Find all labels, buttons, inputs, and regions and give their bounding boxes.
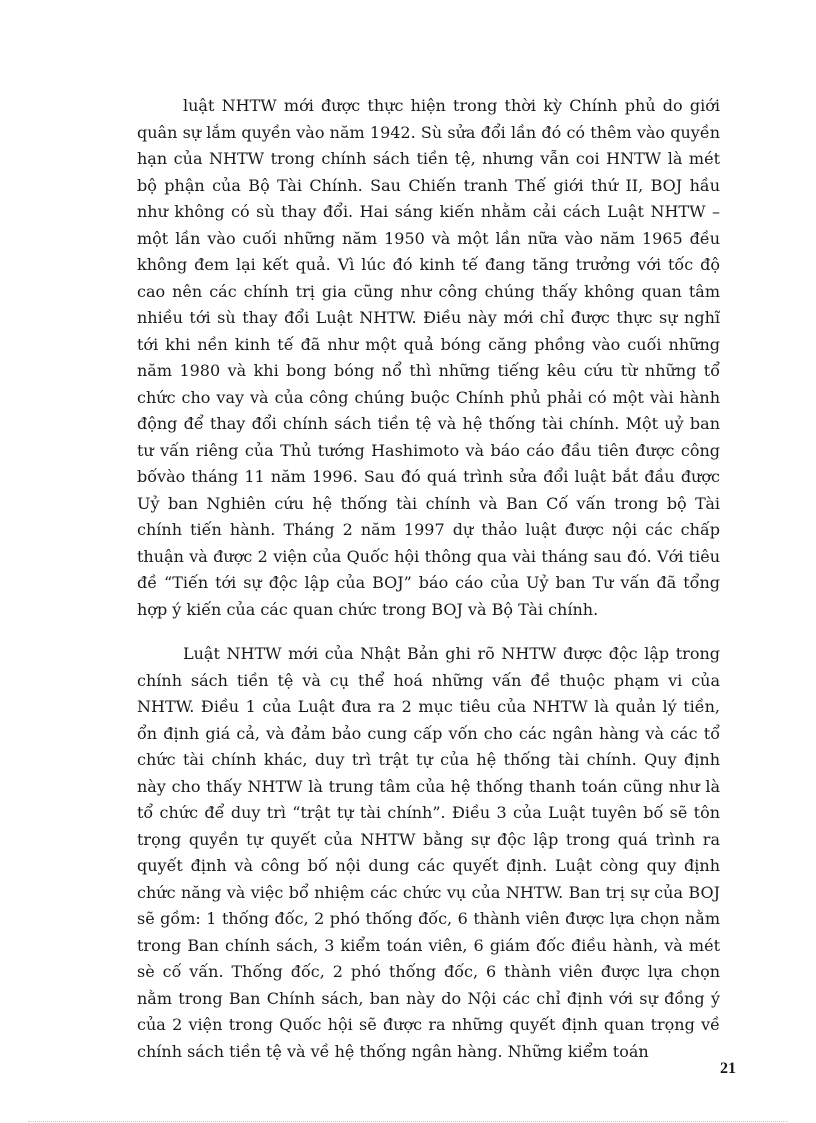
footer-divider [28,1121,788,1122]
body-text [137,93,720,1065]
paragraph-1: luật NHTW mới được thực hiện trong thời kỳ Chính phủ do giới quân sự lắm quyền vào năm 1942. Sù sửa đổi lần đó có thêm vào quyền hạn của NHTW trong chính sách tiền tệ, nhưng vẫn coi HNTW là mét bộ phận của Bộ Tài Chính. Sau Chiến tranh Thế giới thứ II, BOJ hầu như không có sù thay đổi. Hai sáng kiến nhằm cải cách Luật NHTW – một lần vào cuối những năm 1950 và một lần nữa vào năm 1965 đều không đem lại kết quả. Vì lúc đó kinh tế đang tăng trưởng với tốc độ cao nên các chính trị gia cũng như công chúng thấy không quan tâm nhiều tới sù thay đổi Luật NHTW. Điều này mới chỉ được thực sự nghĩ tới khi nền kinh tế đã như một quả bóng căng phồng vào cuối những năm 1980 và khi bong bóng nổ thì những tiếng kêu cứu từ những tổ chức cho vay và của công chúng buộc Chính phủ phải có một vài hành động để thay đổi chính sách tiền tệ và hệ thống tài chính. Một uỷ ban tư vấn riêng của Thủ tướng Hashimoto và báo cáo đầu tiên được công bốvào tháng 11 năm 1996. Sau đó quá trình sửa đổi luật bắt đầu được Uỷ ban Nghiên cứu hệ thống tài chính và Ban Cố vấn trong bộ Tài chính tiến hành. Tháng 2 năm 1997 dự thảo luật được nội các chấp thuận và được 2 viện của Quốc hội thông qua vài tháng sau đó. Với tiêu đề “Tiến tới sự độc lập của BOJ” báo cáo của Uỷ ban Tư vấn đã tổng hợp ý kiến của các quan chức trong BOJ và Bộ Tài chính. [137,96,720,619]
page-number: 21 [720,1060,736,1077]
paragraph-2: Luật NHTW mới của Nhật Bản ghi rõ NHTW được độc lập trong chính sách tiền tệ và cụ thể hoá những vấn đề thuộc phạm vi của NHTW. Điều 1 của Luật đưa ra 2 mục tiêu của NHTW là quản lý tiền, ổn định giá cả, và đảm bảo cung cấp vốn cho các ngân hàng và các tổ chức tài chính khác, duy trì trật tự của hệ thống tài chính. Quy định này cho thấy NHTW là trung tâm của hệ thống thanh toán cũng như là tổ chức để duy trì “trật tự tài chính”. Điều 3 của Luật tuyên bố sẽ tôn trọng quyền tự quyết của NHTW bằng sự độc lập trong quá trình ra quyết định và công bố nội dung các quyết định. Luật còng quy định chức năng và việc bổ nhiệm các chức vụ của NHTW. Ban trị sự của BOJ sẽ gồm: 1 thống đốc, 2 phó thống đốc, 6 thành viên được lựa chọn nằm trong Ban chính sách, 3 kiểm toán viên, 6 giám đốc điều hành, và mét sè cố vấn. Thống đốc, 2 phó thống đốc, 6 thành viên được lựa chọn nằm trong Ban Chính sách, ban này do Nội các chỉ định với sự đồng ý của 2 viện trong Quốc hội sẽ được ra những quyết định quan trọng về chính sách tiền tệ và về hệ thống ngân hàng. Những kiểm toán [137,644,720,1061]
